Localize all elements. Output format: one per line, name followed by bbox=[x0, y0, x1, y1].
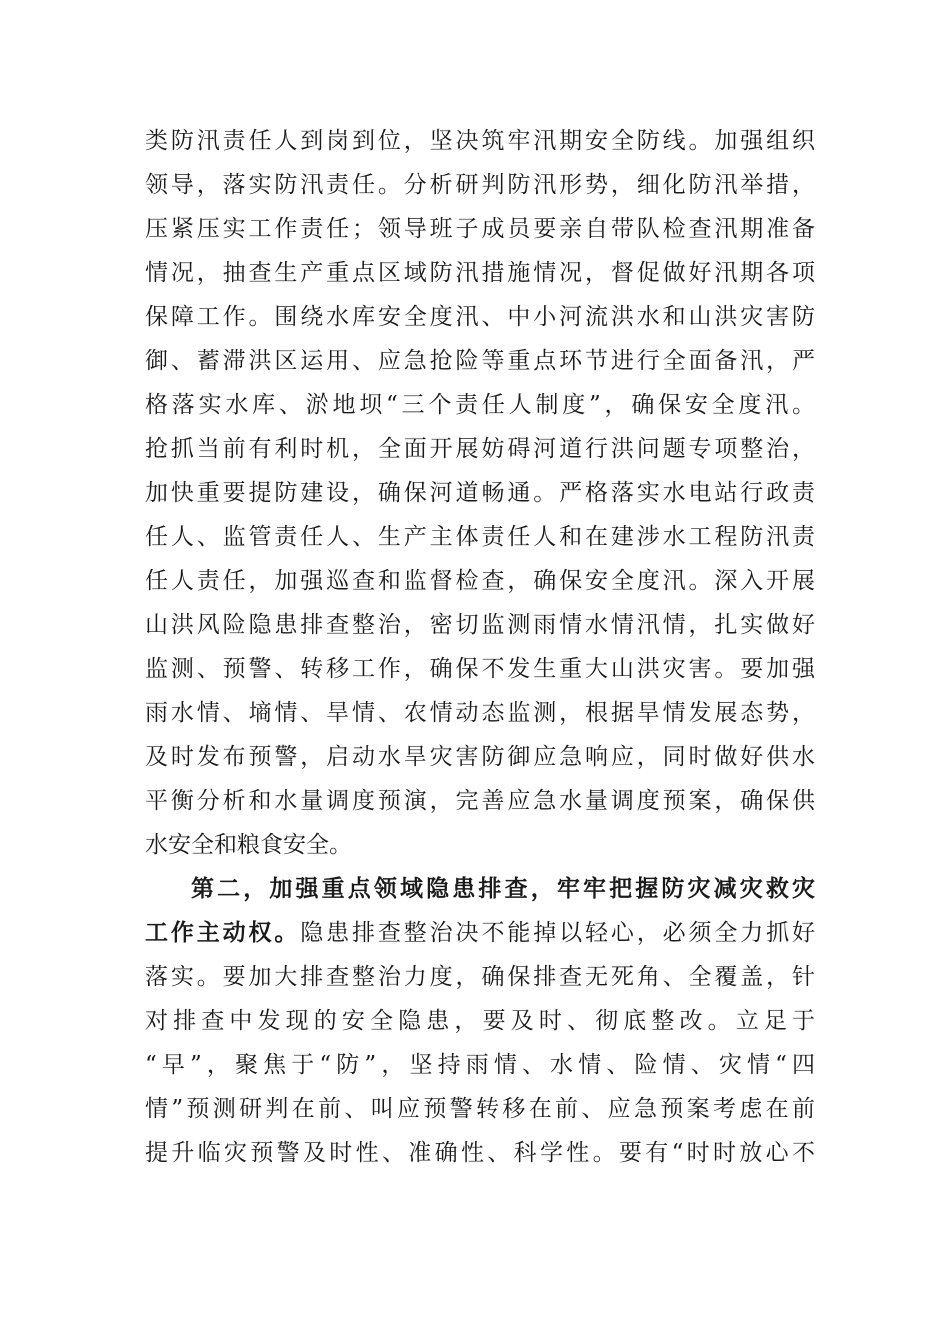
paragraph-line: 监测、预警、转移工作，确保不发生重大山洪灾害。要加强 bbox=[145, 656, 815, 682]
paragraph-line: 情况，抽查生产重点区域防汛措施情况，督促做好汛期各项 bbox=[145, 260, 815, 286]
body-text bbox=[145, 119, 815, 1175]
paragraph-line: 压紧压实工作责任；领导班子成员要亲自带队检查汛期准备 bbox=[145, 216, 815, 242]
paragraph-line: 水安全和粮食安全。 bbox=[145, 832, 352, 858]
paragraph-line: 御、蓄滞洪区运用、应急抢险等重点环节进行全面备汛，严 bbox=[145, 348, 815, 374]
paragraph-line: 情”预测研判在前、叫应预警转移在前、应急预案考虑在前 bbox=[145, 1096, 815, 1122]
paragraph-line: 提升临灾预警及时性、准确性、科学性。要有“时时放心不 bbox=[145, 1140, 815, 1166]
paragraph-line: 加快重要提防建设，确保河道畅通。严格落实水电站行政责 bbox=[145, 480, 815, 506]
paragraph-line: 抢抓当前有利时机，全面开展妨碍河道行洪问题专项整治， bbox=[145, 436, 815, 462]
paragraph-text: 隐患排查整治决不能掉以轻心，必须全力抓好 bbox=[300, 920, 815, 946]
paragraph-line: 领导，落实防汛责任。分析研判防汛形势，细化防汛举措， bbox=[145, 172, 815, 198]
paragraph-line: 任人、监管责任人、生产主体责任人和在建涉水工程防汛责 bbox=[145, 524, 815, 550]
paragraph-line: 类防汛责任人到岗到位，坚决筑牢汛期安全防线。加强组织 bbox=[145, 128, 815, 154]
section-heading: 第二，加强重点领域隐患排查，牢牢把握防灾减灾救灾 bbox=[191, 876, 815, 902]
paragraph-line: 格落实水库、淤地坝“三个责任人制度”，确保安全度汛。 bbox=[145, 392, 815, 418]
paragraph-line: 任人责任，加强巡查和监督检查，确保安全度汛。深入开展 bbox=[145, 568, 815, 594]
paragraph-line: 保障工作。围绕水库安全度汛、中小河流洪水和山洪灾害防 bbox=[145, 304, 815, 330]
paragraph-line: 平衡分析和水量调度预演，完善应急水量调度预案，确保供 bbox=[145, 788, 815, 814]
paragraph-line: 雨水情、墒情、旱情、农情动态监测，根据旱情发展态势， bbox=[145, 700, 815, 726]
paragraph-line: “早”，聚焦于“防”，坚持雨情、水情、险情、灾情“四 bbox=[145, 1052, 815, 1078]
paragraph-line: 对排查中发现的安全隐患，要及时、彻底整改。立足于 bbox=[145, 1008, 815, 1034]
paragraph-line: 山洪风险隐患排查整治，密切监测雨情水情汛情，扎实做好 bbox=[145, 612, 815, 638]
paragraph-line bbox=[145, 911, 815, 955]
paragraph-line: 落实。要加大排查整治力度，确保排查无死角、全覆盖，针 bbox=[145, 964, 815, 990]
paragraph-line: 及时发布预警，启动水旱灾害防御应急响应，同时做好供水 bbox=[145, 744, 815, 770]
section-heading-end: 工作主动权。 bbox=[145, 920, 301, 946]
